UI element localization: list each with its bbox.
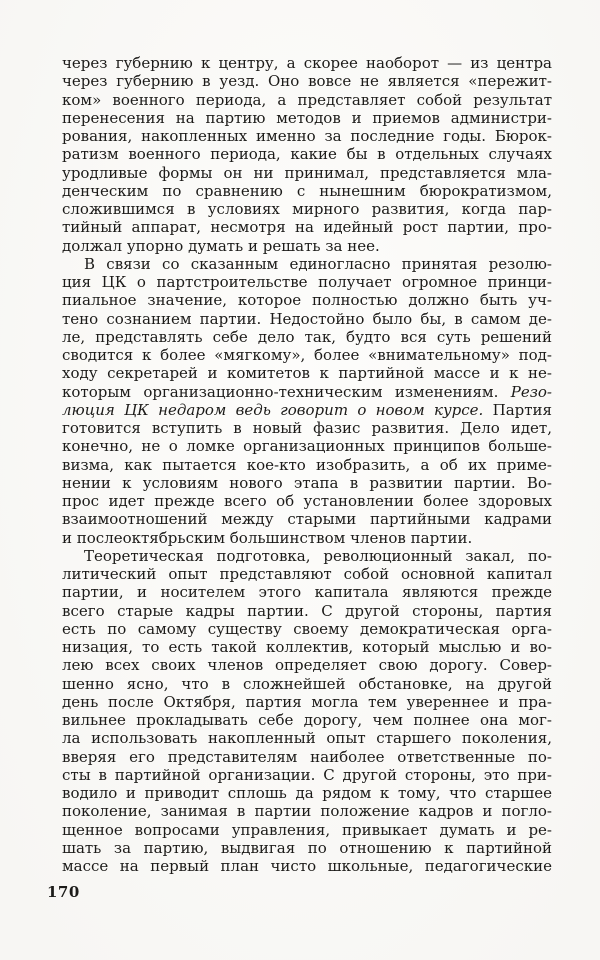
text-run: рования, накопленных именно за последние годы. Бюрок- bbox=[62, 127, 552, 145]
text-run: всего старые кадры партии. С другой стороны, партия bbox=[62, 601, 552, 620]
page-number: 170 bbox=[47, 883, 80, 901]
text-line bbox=[62, 510, 552, 528]
text-line bbox=[62, 638, 552, 656]
text-line bbox=[62, 72, 552, 90]
text-line bbox=[62, 346, 552, 364]
text-line bbox=[62, 109, 552, 127]
text-run: массе на первый план чисто школьные, педагогические bbox=[62, 857, 552, 875]
text-run: прос идет прежде всего об установлении более здоровых bbox=[62, 492, 552, 510]
text-line bbox=[62, 255, 552, 273]
text-run: водило и приводит сплошь да рядом к тому, что старшее bbox=[62, 784, 552, 802]
text-run: лею всех своих членов определяет свою дорогу. Совер- bbox=[62, 656, 552, 675]
text-run: ходу секретарей и комитетов к партийной массе и к не- bbox=[62, 364, 552, 383]
text-run: ла использовать накопленный опыт старшего поколения, bbox=[62, 729, 552, 748]
text-line bbox=[62, 200, 552, 218]
text-run: сводится к более «мягкому», более «внимательному» под- bbox=[62, 346, 552, 364]
text-run: ком» военного периода, а представляет собой результат bbox=[62, 90, 552, 109]
text-run: сложившимся в условиях мирного развития, когда пар- bbox=[62, 200, 552, 218]
text-line bbox=[62, 492, 552, 510]
text-run: вверяя его представителям наиболее ответственные по- bbox=[62, 747, 552, 766]
text-run: ратизм военного периода, какие бы в отдельных случаях bbox=[62, 145, 552, 164]
italic-text-run: Резо- bbox=[510, 382, 552, 401]
text-line bbox=[62, 328, 552, 346]
text-line bbox=[62, 437, 552, 455]
text-line bbox=[62, 91, 552, 109]
text-line bbox=[62, 237, 552, 255]
text-line bbox=[62, 620, 552, 638]
text-line bbox=[62, 766, 552, 784]
text-run: уродливые формы он ни принимал, представляется мла- bbox=[62, 163, 552, 182]
text-line bbox=[62, 273, 552, 291]
text-run: визма, как пытается кое-кто изобразить, а об их приме- bbox=[62, 455, 552, 474]
text-line bbox=[62, 291, 552, 309]
text-line bbox=[62, 693, 552, 711]
text-run: шенно ясно, что в сложнейшей обстановке, на другой bbox=[62, 674, 552, 693]
text-line bbox=[62, 310, 552, 328]
text-line bbox=[62, 456, 552, 474]
text-run: литический опыт представляют собой основной капитал bbox=[62, 565, 552, 583]
text-run: тено сознанием партии. Недостойно было бы, в самом де- bbox=[62, 309, 552, 328]
text-run: пиальное значение, которое полностью должно быть уч- bbox=[62, 291, 552, 310]
text-run: Партия bbox=[483, 400, 552, 419]
text-line bbox=[62, 656, 552, 674]
text-run: вильнее прокладывать себе дорогу, чем полнее она мог- bbox=[62, 711, 552, 729]
text-line bbox=[62, 218, 552, 236]
text-line bbox=[62, 474, 552, 492]
text-line bbox=[62, 583, 552, 601]
text-run: взаимоотношений между старыми партийными кадрами bbox=[62, 510, 552, 529]
text-line bbox=[62, 529, 552, 547]
text-run: конечно, не о ломке организационных принципов больше- bbox=[62, 437, 552, 456]
text-run: день после Октября, партия могла тем увереннее и пра- bbox=[62, 692, 552, 711]
text-line bbox=[62, 602, 552, 620]
text-line bbox=[62, 784, 552, 802]
text-line bbox=[62, 419, 552, 437]
text-run: ция ЦК о партстроительстве получает огромное принци- bbox=[62, 273, 552, 291]
text-line bbox=[62, 565, 552, 583]
text-line bbox=[62, 821, 552, 839]
text-line bbox=[62, 145, 552, 163]
text-run: нении к условиям нового этапа в развитии партии. Во- bbox=[62, 473, 552, 492]
text-line bbox=[62, 383, 552, 401]
text-run: шать за партию, выдвигая по отношению к партийной bbox=[62, 838, 552, 857]
text-run: которым организационно-техническим изменениям. bbox=[62, 382, 511, 401]
page-text-block bbox=[62, 54, 552, 875]
text-run: и послеоктябрьским большинством членов партии. bbox=[62, 528, 473, 547]
text-run: перенесения на партию методов и приемов администри- bbox=[62, 108, 552, 127]
text-line bbox=[62, 711, 552, 729]
text-line bbox=[62, 54, 552, 72]
text-line bbox=[62, 401, 552, 419]
text-line bbox=[62, 127, 552, 145]
text-line bbox=[62, 182, 552, 200]
text-run: есть по самому существу своему демократическая орга- bbox=[62, 619, 552, 638]
text-line bbox=[62, 547, 552, 565]
text-line bbox=[62, 729, 552, 747]
text-line bbox=[62, 857, 552, 875]
text-run: В связи со сказанным единогласно принятая резолю- bbox=[84, 254, 552, 273]
text-run: щенное вопросами управления, привыкает думать и ре- bbox=[62, 820, 552, 839]
italic-text-run: люция ЦК недаром ведь говорит о новом курсе. bbox=[62, 400, 484, 419]
text-run: денческим по сравнению с нынешним бюрократизмом, bbox=[62, 181, 552, 200]
text-run: сты в партийной организации. С другой стороны, это при- bbox=[62, 765, 552, 784]
text-line bbox=[62, 164, 552, 182]
text-run: партии, и носителем этого капитала являются прежде bbox=[62, 583, 552, 602]
text-line bbox=[62, 748, 552, 766]
text-run: через губернию к центру, а скорее наоборот — из центра bbox=[62, 54, 552, 72]
text-run: должал упорно думать и решать за нее. bbox=[62, 236, 380, 255]
text-run: ле, представлять себе дело так, будто вся суть решений bbox=[62, 327, 552, 346]
text-run: тийный аппарат, несмотря на идейный рост партии, про- bbox=[62, 218, 552, 237]
text-run: низация, то есть такой коллектив, который мыслью и во- bbox=[62, 638, 552, 656]
text-run: готовится вступить в новый фазис развития. Дело идет, bbox=[62, 419, 552, 437]
text-line bbox=[62, 839, 552, 857]
text-line bbox=[62, 364, 552, 382]
text-run: поколение, занимая в партии положение кадров и погло- bbox=[62, 802, 552, 821]
text-line bbox=[62, 675, 552, 693]
text-run: через губернию в уезд. Оно вовсе не является «пережит- bbox=[62, 72, 552, 91]
text-run: Теоретическая подготовка, революционный закал, по- bbox=[84, 546, 552, 565]
text-line bbox=[62, 802, 552, 820]
